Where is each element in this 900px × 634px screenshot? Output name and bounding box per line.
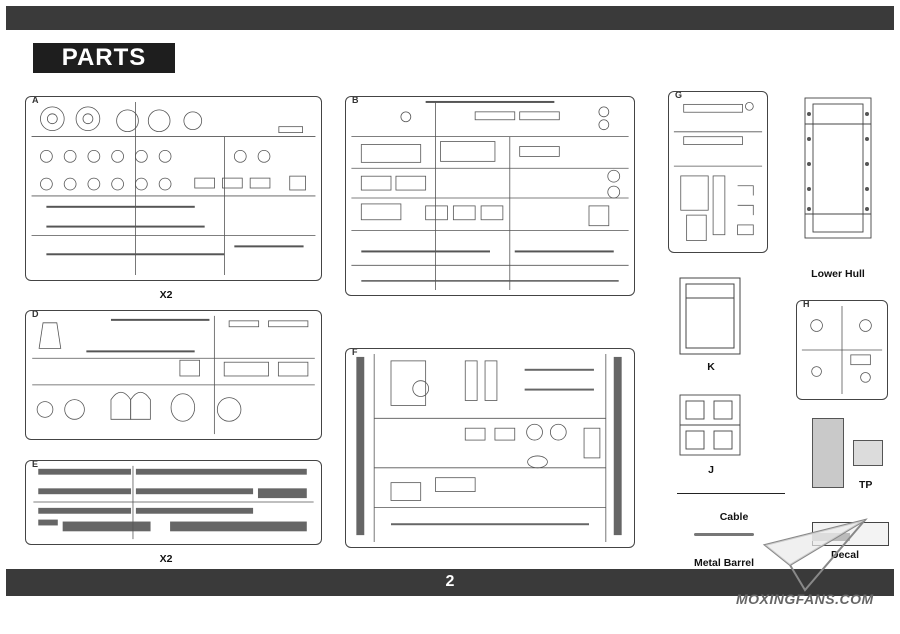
- decal-label: Decal: [831, 549, 860, 561]
- sprue-a-frame: [25, 96, 322, 281]
- sprue-a-drawing: [26, 97, 321, 280]
- photo-etch-fret: [812, 418, 844, 488]
- sprue-f-letter: F: [352, 348, 358, 357]
- cable-drawing: [677, 493, 785, 494]
- sprue-d-frame: [25, 310, 322, 440]
- page-title: PARTS: [33, 43, 175, 73]
- sprue-a-letter: A: [32, 96, 39, 105]
- photo-etch-small: [853, 440, 883, 466]
- lower-hull-label: Lower Hull: [811, 268, 865, 280]
- sprue-f-frame: [345, 348, 635, 548]
- sprue-b-drawing: [346, 97, 634, 295]
- sprue-d-letter: D: [32, 310, 39, 319]
- sprue-b-frame: [345, 96, 635, 296]
- sprue-h-frame: [796, 300, 888, 400]
- sprue-g-letter: G: [675, 91, 683, 100]
- j-part-drawing: [678, 393, 742, 457]
- metal-barrel-label: Metal Barrel: [693, 557, 755, 569]
- sprue-h-drawing: [797, 301, 887, 399]
- sprue-g-drawing: [669, 92, 767, 252]
- cable-label: Cable: [719, 511, 749, 523]
- k-part-drawing: [678, 276, 742, 356]
- sprue-e-multiplier: X2: [159, 553, 173, 565]
- sprue-a-multiplier: X2: [159, 289, 173, 301]
- k-label: K: [707, 361, 715, 373]
- sprue-b-letter: B: [352, 96, 359, 105]
- sprue-g-frame: [668, 91, 768, 253]
- sprue-e-letter: E: [32, 460, 39, 469]
- sprue-e-frame: [25, 460, 322, 545]
- j-label: J: [708, 464, 714, 476]
- sprue-f-drawing: [346, 349, 634, 547]
- header-bar: [6, 6, 894, 30]
- watermark-text: MOXINGFANS.COM: [736, 591, 874, 607]
- tp-label: TP: [859, 479, 873, 491]
- sprue-e-drawing: [26, 461, 321, 544]
- lower-hull-drawing: [799, 94, 879, 244]
- sprue-h-letter: H: [803, 300, 810, 309]
- page-number: 2: [445, 573, 455, 590]
- sprue-d-drawing: [26, 311, 321, 439]
